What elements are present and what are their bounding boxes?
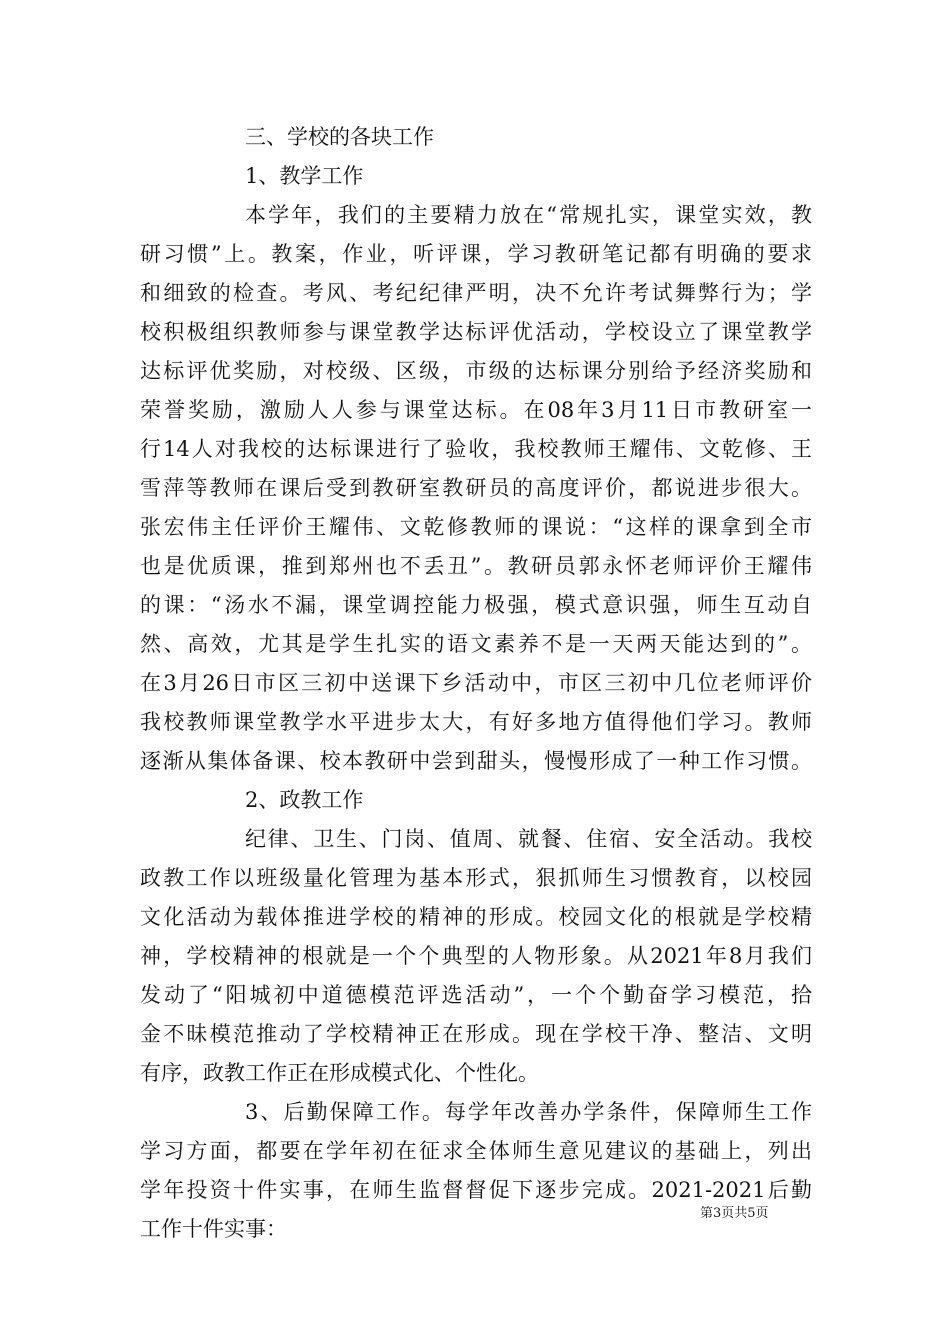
section-heading: 三、学校的各块工作	[245, 125, 434, 149]
paragraph-line: 文化活动为载体推进学校的精神的形成。校园文化的根就是学校精	[140, 905, 812, 929]
paragraph-line: 行14人对我校的达标课进行了验收，我校教师王耀伟、文乾修、王	[140, 437, 812, 461]
subsection-title-political: 2、政教工作	[245, 788, 364, 812]
paragraph-line: 达标评优奖励，对校级、区级，市级的达标课分别给予经济奖励和	[140, 359, 812, 383]
paragraph-line: 金不昧模范推动了学校精神正在形成。现在学校干净、整洁、文明	[140, 1022, 812, 1046]
paragraph-line: 学习方面，都要在学年初在征求全体师生意见建议的基础上，列出	[140, 1139, 812, 1163]
paragraph-line: 纪律、卫生、门岗、值周、就餐、住宿、安全活动。我校	[245, 827, 812, 851]
paragraph-line: 我校教师课堂教学水平进步太大，有好多地方值得他们学习。教师	[140, 710, 812, 734]
paragraph-line: 本学年，我们的主要精力放在“常规扎实，课堂实效，教	[245, 203, 812, 227]
paragraph-line: 也是优质课，推到郑州也不丢丑”。教研员郭永怀老师评价王耀伟	[140, 554, 812, 578]
paragraph-line: 逐渐从集体备课、校本教研中尝到甜头，慢慢形成了一种工作习惯。	[140, 749, 812, 773]
paragraph-line: 然、高效，尤其是学生扎实的语文素养不是一天两天能达到的”。	[140, 632, 812, 656]
paragraph-line: 校积极组织教师参与课堂教学达标评优活动，学校设立了课堂教学	[140, 320, 812, 344]
subsection-title-teaching: 1、教学工作	[245, 164, 364, 188]
paragraph-line: 张宏伟主任评价王耀伟、文乾修教师的课说：“这样的课拿到全市	[140, 515, 812, 539]
paragraph-line: 荣誉奖励，激励人人参与课堂达标。在08年3月11日市教研室一	[140, 398, 812, 422]
paragraph-line: 发动了“阳城初中道德模范评选活动”，一个个勤奋学习模范，拾	[140, 983, 812, 1007]
paragraph-line: 研习惯”上。教案，作业，听评课，学习教研笔记都有明确的要求	[140, 242, 812, 266]
paragraph-line: 3、后勤保障工作。每学年改善办学条件，保障师生工作	[245, 1100, 812, 1124]
document-body	[140, 118, 812, 1249]
page-number-footer: 第3页共5页	[700, 1206, 769, 1221]
paragraph-line: 雪萍等教师在课后受到教研室教研员的高度评价，都说进步很大。	[140, 476, 812, 500]
paragraph-line: 和细致的检查。考风、考纪纪律严明，决不允许考试舞弊行为；学	[140, 281, 812, 305]
paragraph-line: 学年投资十件实事，在师生监督督促下逐步完成。2021-2021后勤	[140, 1178, 812, 1202]
paragraph-line: 有序，政教工作正在形成模式化、个性化。	[140, 1061, 539, 1085]
paragraph-line: 在3月26日市区三初中送课下乡活动中，市区三初中几位老师评价	[140, 671, 812, 695]
paragraph-line: 政教工作以班级量化管理为基本形式，狠抓师生习惯教育，以校园	[140, 866, 812, 890]
paragraph-line: 的课：“汤水不漏，课堂调控能力极强，模式意识强，师生互动自	[140, 593, 812, 617]
paragraph-line: 工作十件实事：	[140, 1217, 287, 1241]
paragraph-line: 神，学校精神的根就是一个个典型的人物形象。从2021年8月我们	[140, 944, 812, 968]
